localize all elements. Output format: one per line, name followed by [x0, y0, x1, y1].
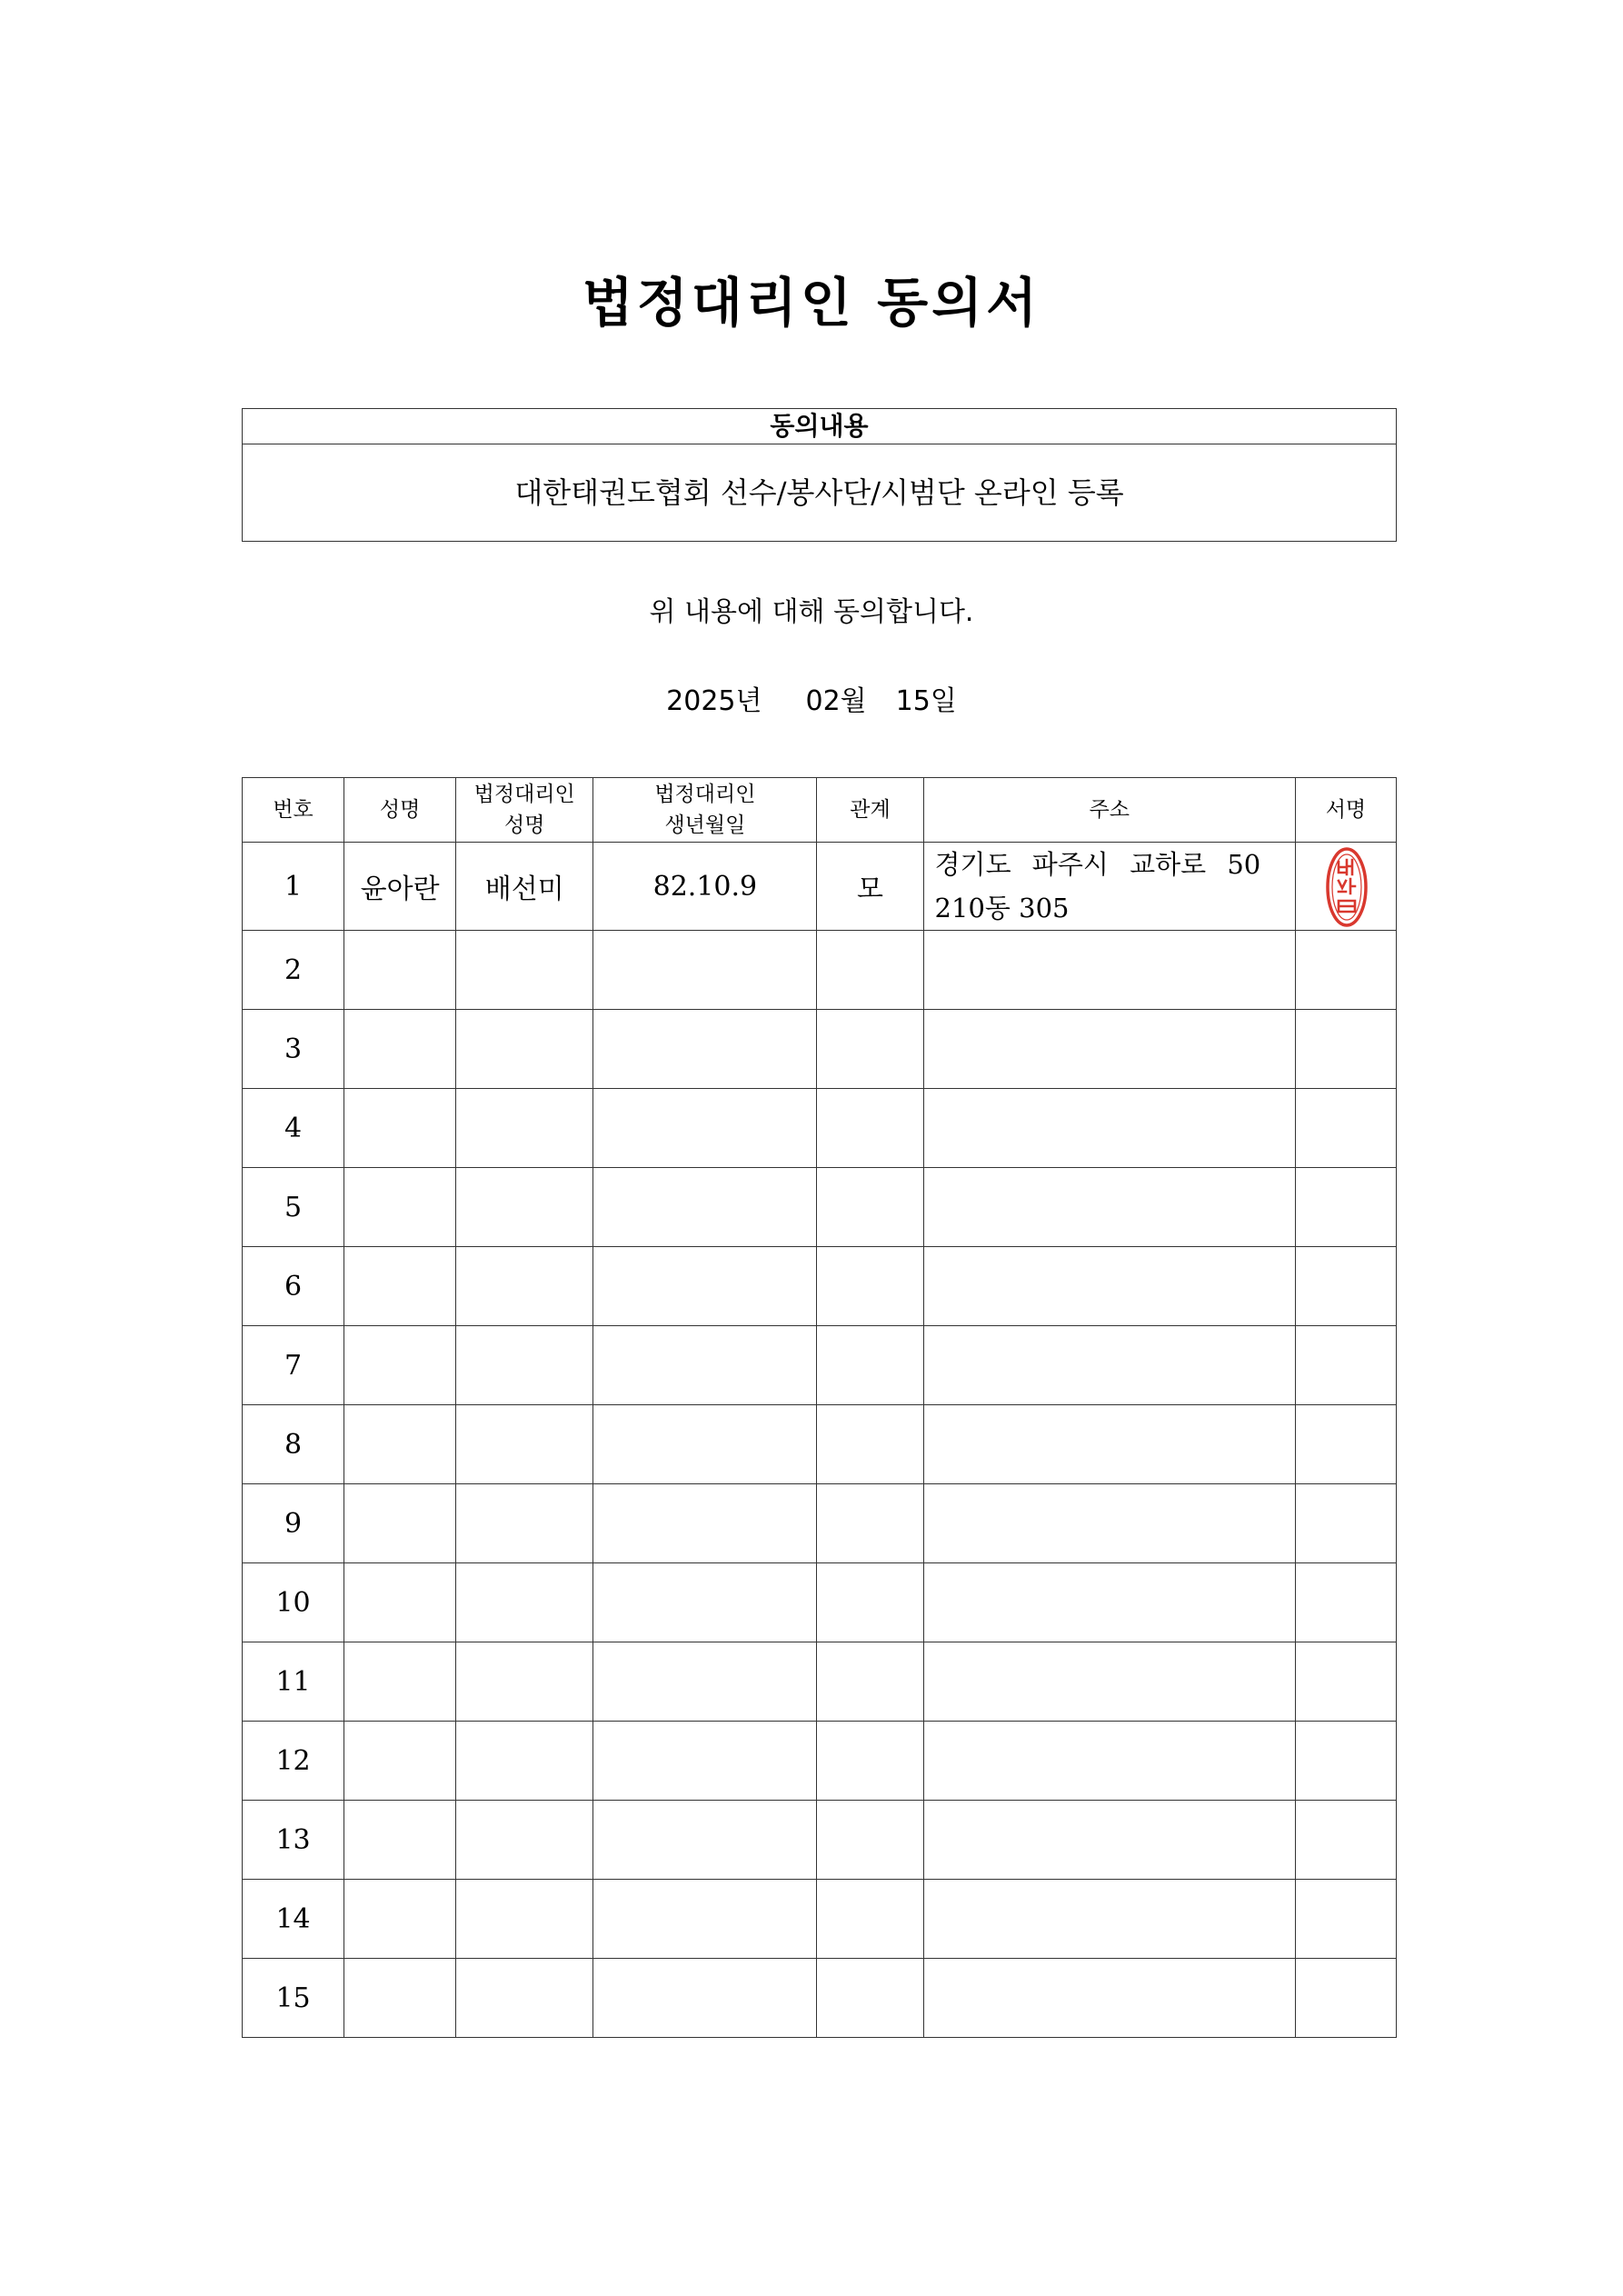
date-month: 02월	[805, 685, 867, 717]
table-row	[243, 1959, 1397, 2038]
guardian-consent-table	[242, 777, 1397, 2038]
student-name	[344, 1247, 456, 1326]
row-number: 11	[243, 1642, 344, 1722]
guardian-birthdate	[593, 1722, 817, 1801]
guardian-birthdate	[593, 1801, 817, 1880]
student-name	[344, 1880, 456, 1959]
student-name	[344, 1484, 456, 1563]
table-row	[243, 1563, 1397, 1642]
header-guardian-birth: 법정대리인 생년월일	[593, 778, 817, 843]
student-name	[344, 1722, 456, 1801]
signature	[1295, 1484, 1396, 1563]
guardian-birthdate	[593, 1089, 817, 1168]
guardian-name	[456, 1089, 593, 1168]
consent-header: 동의내용	[243, 409, 1396, 444]
date-year: 2025년	[666, 685, 762, 717]
guardian-birthdate	[593, 1959, 817, 2038]
guardian-birthdate	[593, 1326, 817, 1405]
row-number: 5	[243, 1168, 344, 1247]
guardian-birthdate	[593, 1010, 817, 1089]
relation	[817, 1247, 923, 1326]
header-guardian-name: 법정대리인 성명	[456, 778, 593, 843]
address	[923, 1959, 1295, 2038]
document-title: 법정대리인 동의서	[582, 272, 1041, 334]
address	[923, 1247, 1295, 1326]
row-number: 14	[243, 1880, 344, 1959]
relation	[817, 1563, 923, 1642]
student-name	[344, 931, 456, 1010]
relation	[817, 1010, 923, 1089]
table-header-row	[243, 778, 1397, 843]
guardian-name	[456, 1959, 593, 2038]
table-row	[243, 1010, 1397, 1089]
row-number: 3	[243, 1010, 344, 1089]
signature	[1295, 1089, 1396, 1168]
row-number: 1	[243, 843, 344, 931]
guardian-name	[456, 1168, 593, 1247]
relation	[817, 1959, 923, 2038]
guardian-name	[456, 1247, 593, 1326]
table-row	[243, 1801, 1397, 1880]
table-row	[243, 1642, 1397, 1722]
signature	[1295, 1959, 1396, 2038]
guardian-name	[456, 1801, 593, 1880]
signature	[1295, 1801, 1396, 1880]
relation	[817, 1801, 923, 1880]
table-row	[243, 1405, 1397, 1484]
guardian-name	[456, 1326, 593, 1405]
row-number: 13	[243, 1801, 344, 1880]
row-number: 2	[243, 931, 344, 1010]
address	[923, 1642, 1295, 1722]
guardian-birthdate	[593, 1484, 817, 1563]
signature	[1295, 1642, 1396, 1722]
signature	[1295, 843, 1396, 931]
address	[923, 1880, 1295, 1959]
relation	[817, 1168, 923, 1247]
table-row	[243, 1880, 1397, 1959]
student-name	[344, 1326, 456, 1405]
table-row	[243, 1089, 1397, 1168]
table-row	[243, 1326, 1397, 1405]
student-name	[344, 1801, 456, 1880]
row-number: 15	[243, 1959, 344, 2038]
address	[923, 1326, 1295, 1405]
student-name: 윤아란	[344, 843, 456, 931]
row-number: 8	[243, 1405, 344, 1484]
guardian-birthdate	[593, 1247, 817, 1326]
guardian-name	[456, 1484, 593, 1563]
guardian-name	[456, 1405, 593, 1484]
signature	[1295, 1168, 1396, 1247]
signature	[1295, 1880, 1396, 1959]
student-name	[344, 1959, 456, 2038]
header-no: 번호	[243, 778, 344, 843]
student-name	[344, 1010, 456, 1089]
guardian-name	[456, 1010, 593, 1089]
address	[923, 1722, 1295, 1801]
guardian-birthdate	[593, 1405, 817, 1484]
address	[923, 931, 1295, 1010]
student-name	[344, 1089, 456, 1168]
guardian-name	[456, 1642, 593, 1722]
relation: 모	[817, 843, 923, 931]
signature	[1295, 1010, 1396, 1089]
row-number: 6	[243, 1247, 344, 1326]
row-number: 10	[243, 1563, 344, 1642]
relation	[817, 931, 923, 1010]
address-line2: 210동 305	[934, 893, 1070, 923]
relation	[817, 1880, 923, 1959]
relation	[817, 1326, 923, 1405]
address	[923, 1010, 1295, 1089]
header-relation: 관계	[817, 778, 923, 843]
relation	[817, 1089, 923, 1168]
table-row	[243, 1722, 1397, 1801]
table-row	[243, 843, 1397, 931]
guardian-name	[456, 1880, 593, 1959]
guardian-name	[456, 931, 593, 1010]
guardian-birthdate	[593, 1880, 817, 1959]
signature	[1295, 931, 1396, 1010]
row-number: 12	[243, 1722, 344, 1801]
row-number: 7	[243, 1326, 344, 1405]
table-row	[243, 1247, 1397, 1326]
table-row	[243, 1168, 1397, 1247]
consent-box	[242, 408, 1397, 542]
relation	[817, 1484, 923, 1563]
header-signature: 서명	[1295, 778, 1396, 843]
student-name	[344, 1563, 456, 1642]
guardian-name	[456, 1563, 593, 1642]
guardian-name: 배선미	[456, 843, 593, 931]
address	[923, 1089, 1295, 1168]
header-address: 주소	[923, 778, 1295, 843]
date-day: 15일	[895, 685, 957, 717]
student-name	[344, 1168, 456, 1247]
address-line1: 경기도 파주시 교하로 50	[934, 849, 1261, 880]
address	[923, 1563, 1295, 1642]
relation	[817, 1642, 923, 1722]
header-name: 성명	[344, 778, 456, 843]
address	[923, 1801, 1295, 1880]
guardian-birthdate	[593, 1642, 817, 1722]
guardian-birthdate: 82.10.9	[593, 843, 817, 931]
signature	[1295, 1563, 1396, 1642]
address	[923, 1405, 1295, 1484]
table-row	[243, 931, 1397, 1010]
guardian-birthdate	[593, 1563, 817, 1642]
guardian-birthdate	[593, 1168, 817, 1247]
signature	[1295, 1326, 1396, 1405]
date-line	[0, 678, 1623, 718]
agreement-statement: 위 내용에 대해 동의합니다.	[649, 596, 974, 628]
consent-content: 대한태권도협회 선수/봉사단/시범단 온라인 등록	[514, 475, 1124, 510]
student-name	[344, 1405, 456, 1484]
name-seal-stamp-icon	[1325, 846, 1369, 928]
relation	[817, 1405, 923, 1484]
row-number: 4	[243, 1089, 344, 1168]
guardian-name	[456, 1722, 593, 1801]
student-name	[344, 1642, 456, 1722]
table-row	[243, 1484, 1397, 1563]
guardian-birthdate	[593, 931, 817, 1010]
address	[923, 1484, 1295, 1563]
signature	[1295, 1247, 1396, 1326]
row-number: 9	[243, 1484, 344, 1563]
relation	[817, 1722, 923, 1801]
signature	[1295, 1405, 1396, 1484]
address	[923, 1168, 1295, 1247]
address	[923, 843, 1295, 931]
signature	[1295, 1722, 1396, 1801]
